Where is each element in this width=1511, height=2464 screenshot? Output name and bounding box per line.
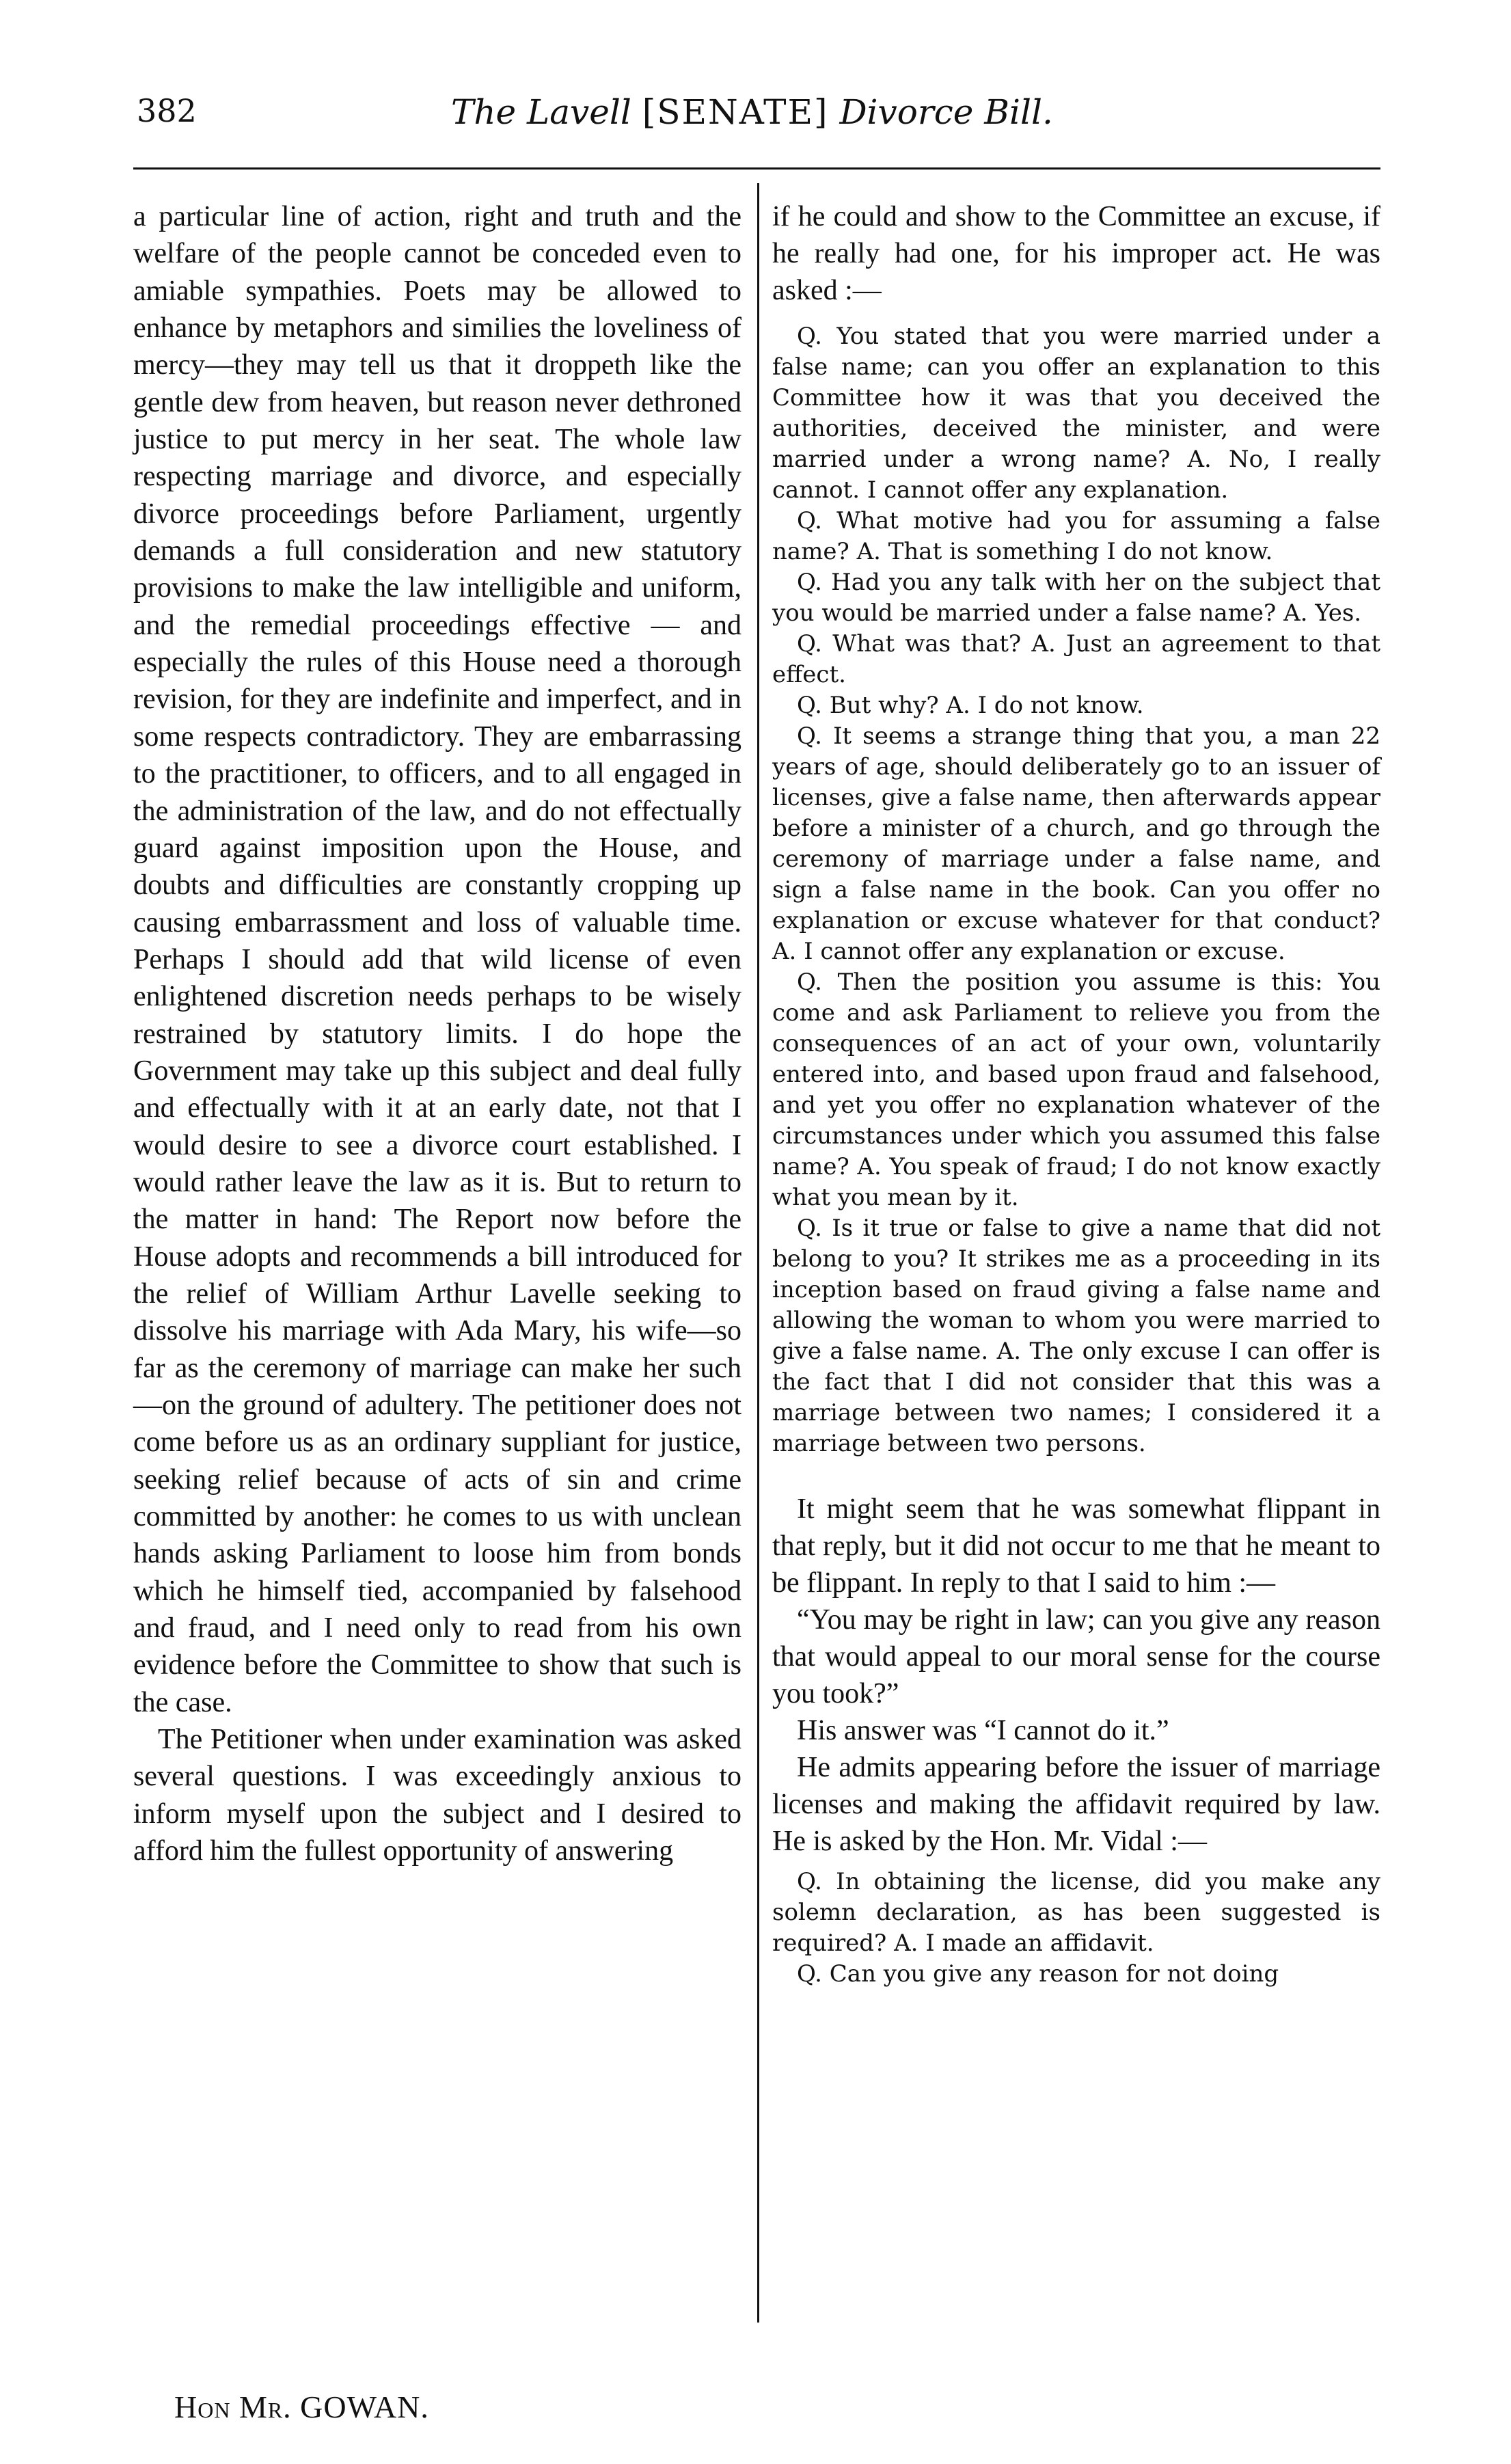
right-paragraph: He admits appearing before the issuer of marriage licenses and making the affidavit required by law. He is asked by the Hon. Mr. Vidal :—: [772, 1752, 1380, 1857]
evidence-question: Q. But why? A. I do not know.: [797, 692, 1144, 719]
evidence-question: Q. Had you any talk with her on the subject that you would be married under a false name? A. Yes.: [772, 569, 1380, 627]
running-head-title-suffix: Divorce Bill.: [839, 92, 1053, 132]
left-paragraph: a particular line of action, right and truth and the welfare of the people cannot be conceded even to amiable sympathies. Poets may be allowed to enhance by metaphors and similies the loveliness of mercy—they may tell us that it droppeth like the gentle dew from heaven, but reason never dethroned justice to put mercy in her seat. The whole law respecting marriage and divorce, and especially divorce proceedings before Parliament, urgently demands a full consideration and new statutory provisions to make the law intelligible and uniform, and the remedial proceedings effective — and especially the rules of this House need a thorough revision, for they are indefinite and imperfect, and in some respects contradictory. They are embarrassing to the practitioner, to officers, and to all engaged in the administration of the law, and do not effectually guard against imposition upon the House, and doubts and difficulties are constantly cropping up causing embarrassment and loss of valuable time. Perhaps I should add that wild license of even enlightened discretion needs perhaps to be wisely restrained by statutory limits. I do hope the Government may take up this subject and deal fully and effectually with it at an early date, not that I would desire to see a divorce court established. I would rather leave the law as it is. But to return to the matter in hand: The Report now before the House adopts and recommends a bill introduced for the relief of William Arthur Lavelle seeking to dissolve his marriage with Ada Mary, his wife—so far as the ceremony of marriage can make her such—on the ground of adultery. The petitioner does not come before us as an ordinary suppliant for justice, seeking relief because of acts of sin and crime committed by another: he comes to us with unclean hands asking Parliament to loose him from bonds which he himself tied, accompanied by falsehood and fraud, and I need only to read from his own evidence before the Committee to show that such is the case.: [133, 201, 741, 1718]
evidence-question: Q. What was that? A. Just an agreement to that effect.: [772, 630, 1380, 688]
evidence-question: Q. In obtaining the license, did you make any solemn declaration, as has been suggested is required? A. I made an affidavit.: [772, 1868, 1380, 1957]
running-head: [451, 92, 1053, 132]
right-paragraph: “You may be right in law; can you give any reason that would appeal to our moral sense for the course you took?”: [772, 1604, 1380, 1709]
evidence-question: Q. Then the position you assume is this: You come and ask Parliament to relieve you from the consequences of an act of your own, voluntarily entered into, and based upon fraud and falsehood, and yet you offer no explanation whatever of the circumstances under which you assumed this false name? A. You speak of fraud; I do not know exactly what you mean by it.: [772, 969, 1380, 1211]
evidence-question: Q. Can you give any reason for not doing: [797, 1960, 1279, 1988]
header-rule: [133, 167, 1380, 170]
left-column: [133, 198, 741, 1869]
evidence-question: Q. You stated that you were married under a false name; can you offer an explanation to this Committee how it was that you deceived the authorities, deceived the minister, and were married under a wrong name? A. No, I really cannot. I cannot offer any explanation.: [772, 323, 1380, 504]
page-number: 382: [137, 92, 197, 129]
evidence-question: Q. It seems a strange thing that you, a man 22 years of age, should deliberately go to an issuer of licenses, give a false name, then afterwards appear before a minister of a church, and go through the ceremony of marriage under a false name, and sign a false name in the book. Can you offer no explanation or excuse whatever for that conduct? A. I cannot offer any explanation or excuse.: [772, 722, 1380, 965]
evidence-question: Q. What motive had you for assuming a false name? A. That is something I do not know.: [772, 507, 1380, 565]
column-divider: [757, 183, 759, 2323]
left-paragraph: The Petitioner when under examination was asked several questions. I was exceedingly anxious to inform myself upon the subject and I desired to afford him the fullest opportunity of answering: [133, 1724, 741, 1867]
running-head-title-prefix: The Lavell: [451, 92, 631, 132]
right-paragraph: It might seem that he was somewhat flippant in that reply, but it did not occur to me that he meant to be flippant. In reply to that I said to him :—: [772, 1493, 1380, 1599]
right-column: [772, 198, 1380, 1990]
committee-evidence-block: [772, 321, 1380, 1459]
speaker-footer: Hon Mr. GOWAN.: [174, 2389, 429, 2424]
right-paragraph: His answer was “I cannot do it.”: [797, 1715, 1169, 1746]
evidence-question: Q. Is it true or false to give a name that did not belong to you? It strikes me as a proceeding in its inception based on fraud giving a false name and allowing the woman to whom you were married to give a false name. A. The only excuse I can offer is the fact that I did not consider that this was a marriage between two names; I considered it a marriage between two persons.: [772, 1215, 1380, 1457]
right-intro-paragraph: if he could and show to the Committee an excuse, if he really had one, for his improper act. He was asked :—: [772, 201, 1380, 306]
running-head-senate: [SENATE]: [642, 92, 829, 132]
committee-evidence-block: [772, 1867, 1380, 1990]
